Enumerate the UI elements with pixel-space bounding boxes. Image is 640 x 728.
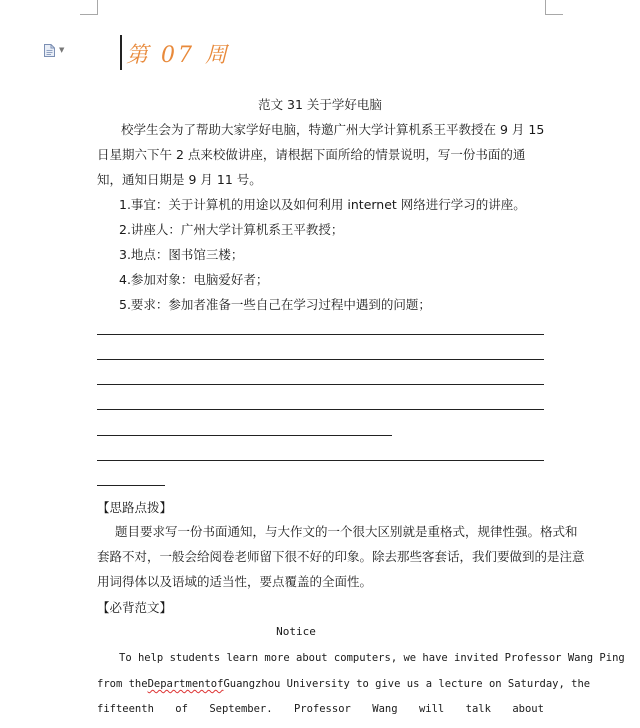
list-item: 2.讲座人：广州大学计算机系王平教授； [119, 222, 344, 237]
sample-word: about [512, 703, 544, 715]
page-corner-mark-right-v [545, 0, 546, 15]
page-corner-mark-left-h [80, 14, 98, 15]
sample-heading: 【必背范文】 [97, 600, 173, 615]
writing-line [97, 384, 544, 385]
writing-line [97, 435, 392, 436]
sample-word: fifteenth [97, 703, 154, 715]
writing-line [97, 409, 544, 410]
sample-line [97, 676, 591, 692]
page-corner-mark-right-h [545, 14, 563, 15]
tips-paragraph: 题目要求写一份书面通知，与大作文的一个很大区别就是重格式，规律性强。格式和套路不对，一般会给阅卷老师留下很不好的印象。除去那些客套话，我们要做到的是注意用词得体以及语域的适当性，要点覆盖的全面性。 [97, 524, 585, 589]
sample-word: of [175, 703, 188, 715]
sample-line [97, 650, 625, 666]
writing-line [97, 334, 544, 335]
intro-paragraph: 校学生会为了帮助大家学好电脑，特邀广州大学计算机系王平教授在 9 月 15 日星期六下午 2 点来校做讲座，请根据下面所给的情景说明，写一份书面的通知，通知日期是 9 月 11 号。 [97, 122, 545, 187]
list-item: 5.要求：参加者准备一些自己在学习过程中遇到的问题； [119, 297, 431, 312]
sample-word: Wang [372, 703, 398, 715]
sample-line-text: Guangzhou University to give us a lecture on Saturday, the [223, 678, 591, 690]
sample-line-text: from the [97, 678, 148, 690]
tips-heading: 【思路点拨】 [97, 500, 173, 515]
sample-word: will [418, 703, 445, 715]
header-accent-bar [120, 35, 122, 70]
writing-line [97, 460, 544, 461]
list-item: 1.事宜：关于计算机的用途以及如何利用 internet 网络进行学习的讲座。 [119, 197, 526, 212]
sample-line-text: To help students learn more about computers, we have invited Professor Wang Ping [119, 652, 625, 664]
sample-line [97, 701, 544, 717]
week-label: 第 07 周 [126, 43, 230, 68]
sample-word: Professor [293, 703, 351, 715]
spelling-error-text[interactable]: Departmentof [147, 678, 224, 690]
list-item: 3.地点：图书馆三楼； [119, 247, 244, 262]
notice-title: Notice [276, 625, 316, 638]
sample-word: September. [209, 703, 273, 715]
essay-title: 范文 31 关于学好电脑 [258, 97, 382, 112]
page-corner-mark-left-v [97, 0, 98, 15]
sample-word: talk [465, 703, 491, 715]
list-item: 4.参加对象：电脑爱好者； [119, 272, 269, 287]
document-icon[interactable] [44, 44, 55, 57]
writing-line [97, 359, 544, 360]
chevron-down-icon[interactable]: ▼ [59, 46, 65, 54]
writing-line [97, 485, 165, 486]
